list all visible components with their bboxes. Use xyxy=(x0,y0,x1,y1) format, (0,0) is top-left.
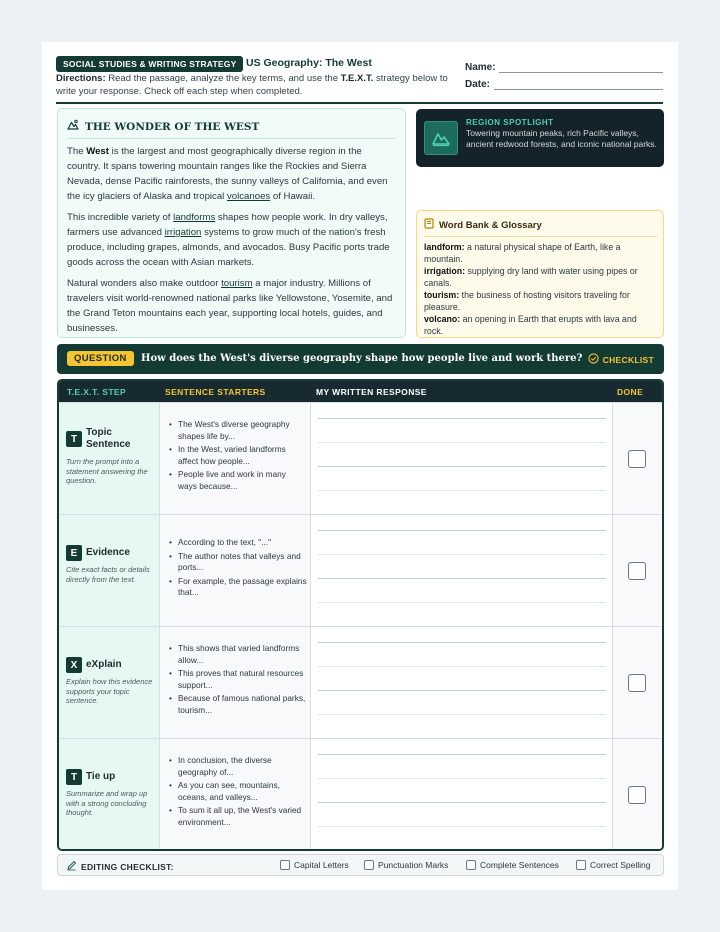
done-cell xyxy=(613,403,662,514)
text-strategy-table xyxy=(57,379,664,851)
response-line[interactable] xyxy=(318,714,606,715)
sentence-starter: • In conclusion, the diverse geography of... xyxy=(167,755,307,778)
starters-cell xyxy=(160,515,311,626)
header-done: DONE xyxy=(617,387,644,397)
step-description: Summarize and wrap up with a strong concluding thought. xyxy=(66,789,148,817)
question-tag: QUESTION xyxy=(67,351,134,366)
book-icon xyxy=(424,218,434,232)
name-field[interactable] xyxy=(465,62,496,73)
step-name: Topic Sentence xyxy=(86,427,131,450)
step-letter: E xyxy=(66,545,82,561)
glossary-term: tourism: xyxy=(424,290,460,300)
header-divider xyxy=(56,102,663,104)
table-row xyxy=(59,626,662,738)
done-cell xyxy=(613,627,662,738)
text: systems to grow much of the nation's fresh produce, including grapes, almonds, and avocados. Busy Pacific ports trade goods across the ocean with Asian markets. xyxy=(67,227,390,268)
glossary-entry xyxy=(424,313,657,337)
response-line[interactable] xyxy=(318,442,606,443)
table-row xyxy=(59,514,662,626)
response-cell[interactable] xyxy=(311,403,613,514)
response-line[interactable] xyxy=(318,418,606,419)
step-heading xyxy=(66,545,146,561)
step-heading xyxy=(66,769,146,785)
checklist-item-label: Correct Spelling xyxy=(590,860,651,870)
sentence-starter: • The West's diverse geography shapes life by... xyxy=(167,419,307,442)
passage-paragraph-1 xyxy=(67,144,395,204)
sentence-starter: • According to the text, "..." xyxy=(167,537,307,549)
response-line[interactable] xyxy=(318,666,606,667)
table-row xyxy=(59,402,662,514)
starters-list xyxy=(167,419,307,494)
editing-checklist-header xyxy=(66,860,174,873)
keyword-irrigation: irrigation xyxy=(164,227,202,238)
checklist-label: CHECKLIST xyxy=(602,354,654,365)
check-circle-icon xyxy=(588,353,599,366)
glossary-term: irrigation: xyxy=(424,266,466,276)
subject-tag: SOCIAL STUDIES & WRITING STRATEGY xyxy=(56,56,243,72)
spotlight-label: REGION SPOTLIGHT xyxy=(466,118,554,127)
step-letter: T xyxy=(66,769,82,785)
sentence-starter: • This shows that varied landforms allow... xyxy=(167,643,307,666)
word-bank-title: Word Bank & Glossary xyxy=(439,219,542,231)
reading-passage xyxy=(57,108,406,338)
starters-list xyxy=(167,537,307,601)
passage-title: THE WONDER OF THE WEST xyxy=(85,120,260,133)
done-checkbox[interactable] xyxy=(628,786,646,804)
starters-cell xyxy=(160,403,311,514)
starters-cell xyxy=(160,739,311,850)
response-line[interactable] xyxy=(318,690,606,691)
step-name: Tie up xyxy=(86,771,116,782)
header-response: MY WRITTEN RESPONSE xyxy=(316,387,427,397)
sentence-starter: • To sum it all up, the West's varied environment... xyxy=(167,805,307,828)
sentence-starter: • In the West, varied landforms affect how people... xyxy=(167,444,307,467)
text: This incredible variety of xyxy=(67,212,171,223)
sentence-starter: • People live and work in many ways because... xyxy=(167,469,307,492)
passage-paragraph-2 xyxy=(67,210,395,270)
checklist-item-label: Capital Letters xyxy=(294,860,349,870)
checkbox[interactable] xyxy=(576,860,586,870)
text: a major industry. Millions of travelers visit world-renowned national parks like Yellowstone, Yosemite, and the Grand Teton mountains each year, supporting local hotels, guides, and businesses. xyxy=(67,278,393,334)
name-line[interactable] xyxy=(499,72,663,73)
date-label: Date: xyxy=(465,79,491,90)
starters-list xyxy=(167,643,307,718)
checklist-correct-spelling[interactable] xyxy=(576,860,650,870)
done-cell xyxy=(613,739,662,850)
sentence-starter: • Because of famous national parks, tourism... xyxy=(167,693,307,716)
keyword-landforms: landforms xyxy=(173,212,216,223)
checkbox[interactable] xyxy=(280,860,290,870)
response-line[interactable] xyxy=(318,826,606,827)
checkbox[interactable] xyxy=(364,860,374,870)
step-cell xyxy=(59,627,160,738)
glossary-definition: supplying dry land with water using pipes or canals. xyxy=(424,266,638,288)
sentence-starter: • The author notes that valleys and ports... xyxy=(167,551,307,574)
sentence-starter: • For example, the passage explains that... xyxy=(167,576,307,599)
keyword-volcanoes: volcanoes xyxy=(227,191,271,202)
worksheet-page xyxy=(42,42,678,890)
step-description: Explain how this evidence supports your topic sentence. xyxy=(66,677,153,705)
response-line[interactable] xyxy=(318,642,606,643)
worksheet-subject: US Geography: The West xyxy=(246,57,372,69)
response-line[interactable] xyxy=(318,602,606,603)
header-step: T.E.X.T. STEP xyxy=(67,387,127,397)
checklist-punctuation-marks[interactable] xyxy=(364,860,448,870)
spotlight-text: Towering mountain peaks, rich Pacific valleys, ancient redwood forests, and iconic national parks. xyxy=(466,128,657,149)
step-heading xyxy=(66,657,146,673)
keyword-west: West xyxy=(86,146,109,157)
done-checkbox[interactable] xyxy=(628,450,646,468)
mountain-compass-icon xyxy=(67,119,79,134)
text: of Hawaii. xyxy=(272,191,315,202)
step-description: Turn the prompt into a statement answering the question. xyxy=(66,457,148,485)
directions-strategy: T.E.X.T. xyxy=(340,73,374,84)
checklist-item-label: Punctuation Marks xyxy=(378,860,449,870)
response-line[interactable] xyxy=(318,578,606,579)
question-bar xyxy=(57,344,664,374)
checklist-item-label: Complete Sentences xyxy=(480,860,559,870)
starters-list xyxy=(167,755,307,830)
pencil-icon xyxy=(66,860,77,873)
step-name: eXplain xyxy=(86,659,122,670)
table-row xyxy=(59,738,662,850)
checklist-capital-letters[interactable] xyxy=(280,860,349,870)
word-bank xyxy=(416,210,664,338)
passage-paragraph-3 xyxy=(67,276,395,336)
response-line[interactable] xyxy=(318,466,606,467)
glossary-entry xyxy=(424,241,657,265)
editing-checklist xyxy=(57,854,664,876)
keyword-tourism: tourism xyxy=(221,278,253,289)
step-description: Cite exact facts or details directly from the text. xyxy=(66,565,150,584)
checklist-indicator xyxy=(588,353,654,366)
response-line[interactable] xyxy=(318,554,606,555)
response-line[interactable] xyxy=(318,778,606,779)
done-cell xyxy=(613,515,662,626)
passage-header xyxy=(67,119,395,139)
response-line[interactable] xyxy=(318,802,606,803)
table-header xyxy=(59,381,662,402)
response-cell[interactable] xyxy=(311,515,613,626)
step-cell xyxy=(59,515,160,626)
glossary-term: volcano: xyxy=(424,314,461,324)
glossary-entry xyxy=(424,265,657,289)
response-line[interactable] xyxy=(318,754,606,755)
text: is the largest and most geographically diverse region in the country. It spans towering mountain ranges like the Rockies and Sierra Nevada, dense Pacific rainforests, the sunny valleys of California, and even the icy glaciers of Alaska and tropical xyxy=(67,146,388,202)
glossary-definition: a natural physical shape of Earth, like a mountain. xyxy=(424,242,621,264)
response-line[interactable] xyxy=(318,490,606,491)
header-starters: SENTENCE STARTERS xyxy=(165,387,266,397)
starters-cell xyxy=(160,627,311,738)
response-cell[interactable] xyxy=(311,739,613,850)
step-letter: X xyxy=(66,657,82,673)
response-cell[interactable] xyxy=(311,627,613,738)
editing-checklist-label: EDITING CHECKLIST: xyxy=(81,861,174,872)
question-text: How does the West's diverse geography shape how people live and work there? xyxy=(141,353,583,364)
response-line[interactable] xyxy=(318,530,606,531)
word-bank-header xyxy=(424,218,657,237)
directions xyxy=(56,72,456,98)
step-letter: T xyxy=(66,431,82,447)
text: The xyxy=(67,146,84,157)
glossary-definition: the business of hosting visitors traveling for pleasure. xyxy=(424,290,630,312)
glossary-term: landform: xyxy=(424,242,465,252)
date-line[interactable] xyxy=(494,89,663,90)
step-cell xyxy=(59,739,160,850)
step-heading xyxy=(66,427,146,451)
checkbox[interactable] xyxy=(466,860,476,870)
done-checkbox[interactable] xyxy=(628,562,646,580)
name-label: Name: xyxy=(465,62,496,73)
text: Natural wonders also make outdoor xyxy=(67,278,219,289)
mountain-icon xyxy=(424,121,458,155)
sentence-starter: • As you can see, mountains, oceans, and valleys... xyxy=(167,780,307,803)
text: shapes how people work. In dry valleys, farmers use advanced xyxy=(67,212,388,238)
directions-text-2: strategy below to write your response. Check off each step when completed. xyxy=(56,73,448,97)
directions-text-1: Read the passage, analyze the key terms, and use the xyxy=(108,73,338,84)
done-checkbox[interactable] xyxy=(628,674,646,692)
region-spotlight xyxy=(416,109,664,167)
step-name: Evidence xyxy=(86,547,130,558)
date-field[interactable] xyxy=(465,79,490,90)
glossary-entry xyxy=(424,289,657,313)
glossary-definition: an opening in Earth that erupts with lava and rock. xyxy=(424,314,637,336)
step-cell xyxy=(59,403,160,514)
sentence-starter: • This proves that natural resources support... xyxy=(167,668,307,691)
checklist-complete-sentences[interactable] xyxy=(466,860,559,870)
directions-label: Directions: xyxy=(56,73,106,84)
